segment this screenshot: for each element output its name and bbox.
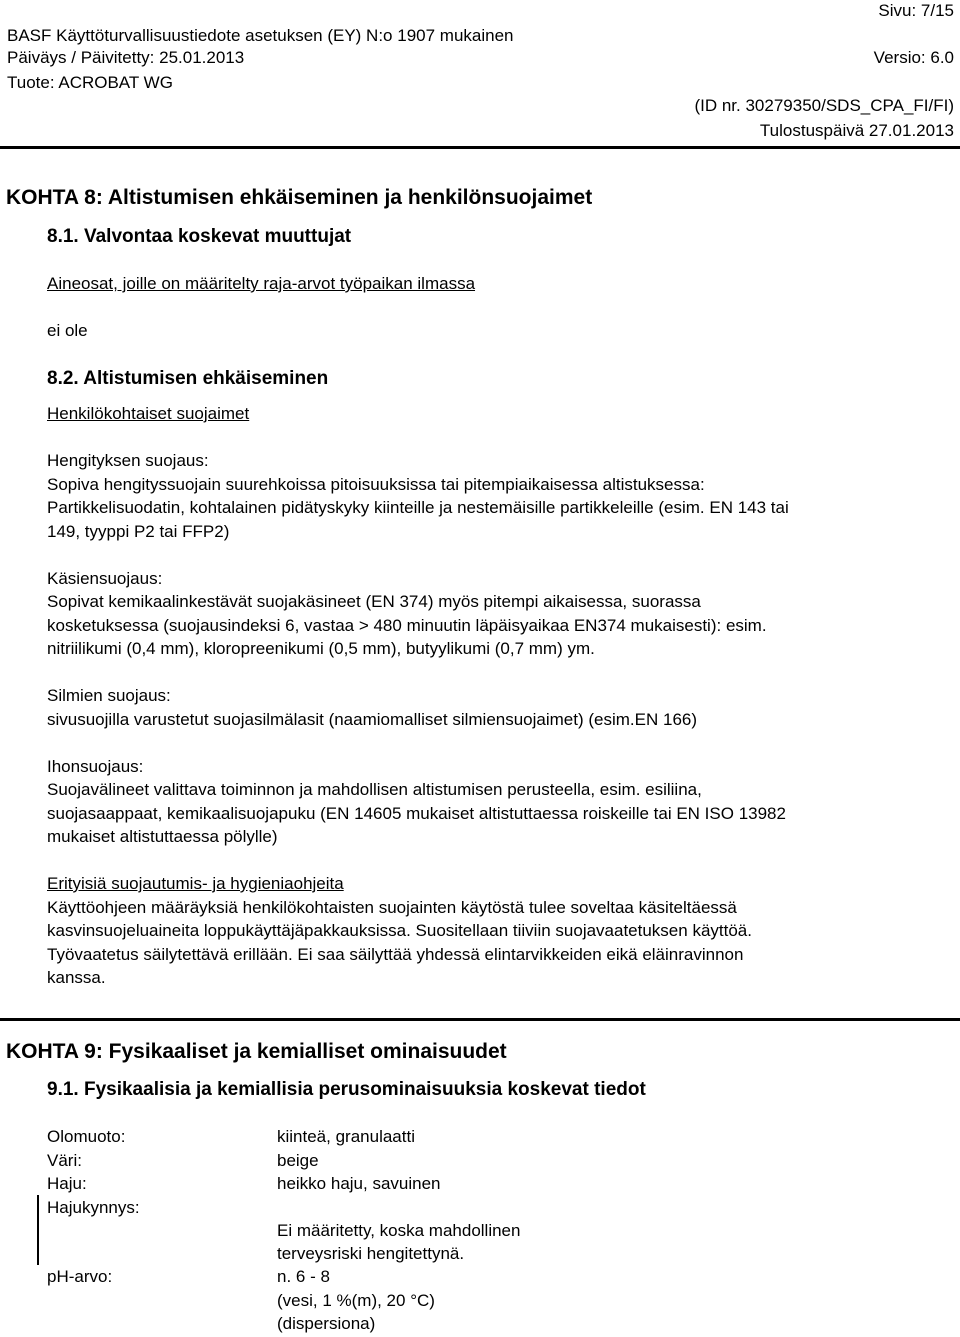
color-label: Väri: <box>47 1151 82 1170</box>
document-id: (ID nr. 30279350/SDS_CPA_FI/FI) <box>694 96 954 115</box>
ph-medium: (dispersiona) <box>277 1314 376 1333</box>
color-value: beige <box>277 1151 319 1170</box>
respiratory-label: Hengityksen suojaus: <box>47 451 209 470</box>
section-9-title: KOHTA 9: Fysikaaliset ja kemialliset ominaisuudet <box>6 1040 507 1063</box>
section-9-1-title: 9.1. Fysikaalisia ja kemiallisia perusominaisuuksia koskevat tiedot <box>47 1079 646 1100</box>
product-name: Tuote: ACROBAT WG <box>7 73 173 92</box>
skin-line: mukaiset altistuttaessa pölylle) <box>47 827 278 846</box>
respiratory-line: 149, tyyppi P2 tai FFP2) <box>47 522 230 541</box>
respiratory-line: Partikkelisuodatin, kohtalainen pidätyskyky kiinteille ja nestemäisille partikkeleille (esim. EN 143 tai <box>47 498 789 517</box>
hand-line: nitriilikumi (0,4 mm), kloropreenikumi (0,5 mm), butyylikumi (0,7 mm) ym. <box>47 639 595 658</box>
limit-values-value: ei ole <box>47 321 88 340</box>
skin-line: suojasaappaat, kemikaalisuojapuku (EN 14605 mukaiset altistuttaessa roiskeille tai EN ISO 13982 <box>47 804 786 823</box>
hand-label: Käsiensuojaus: <box>47 569 163 588</box>
ph-conditions: (vesi, 1 %(m), 20 °C) <box>277 1291 435 1310</box>
hand-line: Sopivat kemikaalinkestävät suojakäsineet (EN 374) myös pitempi aikaisessa, suorassa <box>47 592 701 611</box>
odor-value: heikko haju, savuinen <box>277 1174 441 1193</box>
eye-line: sivusuojilla varustetut suojasilmälasit (naamiomalliset silmiensuojaimet) (esim.EN 166) <box>47 710 698 729</box>
ph-value: n. 6 - 8 <box>277 1267 330 1286</box>
form-value: kiinteä, granulaatti <box>277 1127 415 1146</box>
section-8-title: KOHTA 8: Altistumisen ehkäiseminen ja henkilönsuojaimet <box>6 186 593 209</box>
limit-values-heading: Aineosat, joille on määritelty raja-arvot työpaikan ilmassa <box>47 274 476 293</box>
hygiene-line: Käyttöohjeen määräyksiä henkilökohtaisten suojainten käytöstä tulee soveltaa käsiteltäessä <box>47 898 737 917</box>
section-8-1-title: 8.1. Valvontaa koskevat muuttujat <box>47 226 352 247</box>
regulation-line: BASF Käyttöturvallisuustiedote asetuksen (EY) N:o 1907 mukainen <box>7 26 514 45</box>
section-8-2-title: 8.2. Altistumisen ehkäiseminen <box>47 368 329 389</box>
form-label: Olomuoto: <box>47 1127 126 1146</box>
respiratory-line: Sopiva hengityssuojain suurehkoissa pitoisuuksissa tai pitempiaikaisessa altistuksessa: <box>47 475 705 494</box>
ppe-heading: Henkilökohtaiset suojaimet <box>47 404 250 423</box>
hygiene-line: kasvinsuojeluaineita loppukäyttäjäpakkauksissa. Suositellaan tiiviin suojavaatetuksen käyttöä. <box>47 921 752 940</box>
eye-label: Silmien suojaus: <box>47 686 171 705</box>
hygiene-label: Erityisiä suojautumis- ja hygieniaohjeita <box>47 874 344 893</box>
hand-line: kosketuksessa (suojausindeksi 6, vastaa > 480 minuutin läpäisyaikaa EN374 mukaisesti): esim. <box>47 616 767 635</box>
hygiene-line: Työvaatetus säilytettävä erillään. Ei saa säilyttää yhdessä elintarvikkeiden eikä eläinravinnon <box>47 945 744 964</box>
header-rule <box>0 146 960 149</box>
section-rule <box>0 1018 960 1021</box>
print-date: Tulostuspäivä 27.01.2013 <box>759 121 954 140</box>
odor-label: Haju: <box>47 1174 87 1193</box>
hygiene-line: kanssa. <box>47 968 106 987</box>
page-number: Sivu: 7/15 <box>878 1 954 20</box>
ph-label: pH-arvo: <box>47 1267 113 1286</box>
revision-date: Päiväys / Päivitetty: 25.01.2013 <box>7 48 245 67</box>
skin-line: Suojavälineet valittava toiminnon ja mahdollisen altistumisen perusteella, esim. esiliina, <box>47 780 702 799</box>
odor-threshold-value: terveysriski hengitettynä. <box>277 1244 465 1263</box>
revision-marker <box>37 1195 39 1265</box>
odor-threshold-label: Hajukynnys: <box>47 1198 140 1217</box>
skin-label: Ihonsuojaus: <box>47 757 144 776</box>
version: Versio: 6.0 <box>873 48 954 67</box>
odor-threshold-value: Ei määritetty, koska mahdollinen <box>277 1221 521 1240</box>
